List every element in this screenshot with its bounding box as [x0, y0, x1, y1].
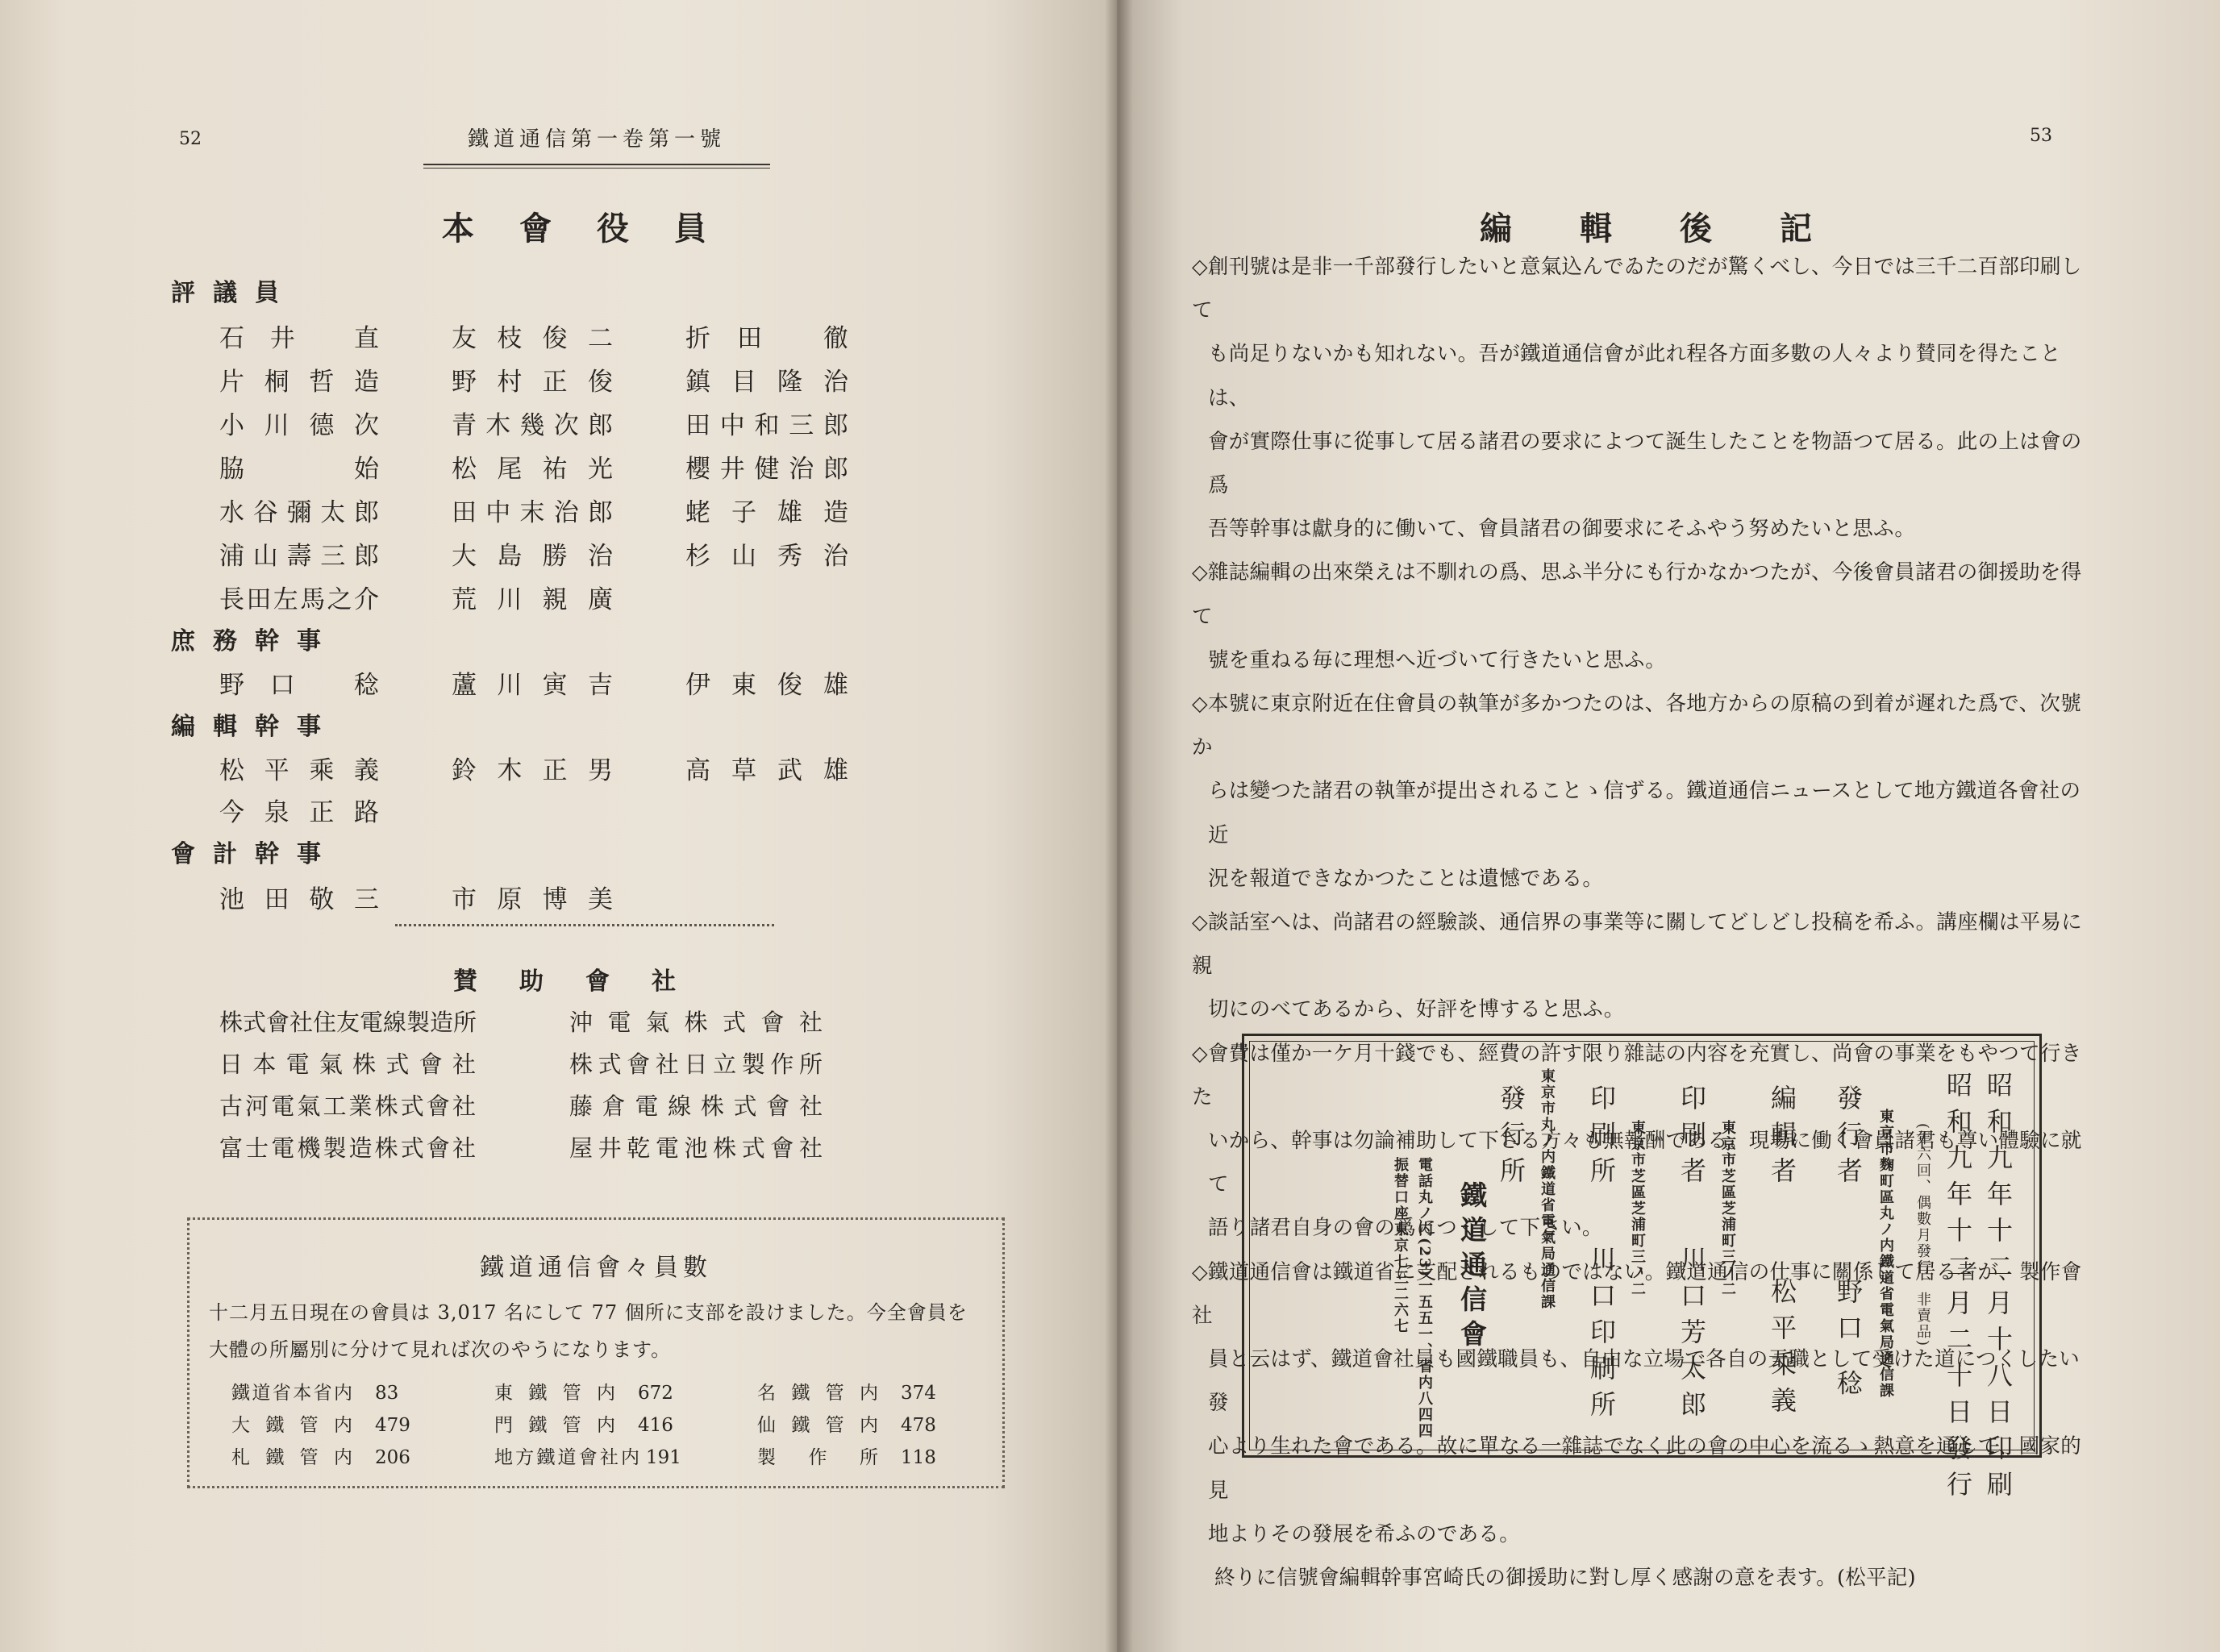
sponsor-company: 古河電氣工業株式會社	[219, 1092, 476, 1120]
officer-name: 片桐哲造	[219, 368, 379, 397]
membership-count: 83	[375, 1383, 399, 1404]
officer-name: 野村正俊	[452, 368, 613, 397]
officer-name: 小川德次	[219, 411, 379, 440]
page-number-left: 52	[179, 129, 202, 149]
sponsor-company: 藤倉電線株式會社	[569, 1092, 823, 1120]
officer-name: 野口 稔	[219, 671, 379, 700]
afterword-line: 會が實際仕事に從事して居る諸君の要求によつて誕生したことを物語つて居る。此の上は會の爲	[1208, 429, 2082, 498]
membership-text: 十二月五日現在の會員は 3,017 名にして 77 個所に支部を設けました。今全會員を大體の所屬別に分けて見れば次のやうになります。	[209, 1301, 968, 1361]
membership-label: 名鐵管内	[757, 1383, 878, 1404]
sponsor-company: 屋井乾電池株式會社	[569, 1134, 823, 1162]
officer-name: 折田 徹	[685, 324, 848, 353]
membership-count: 118	[901, 1447, 936, 1468]
editorial-afterword-title: 編輯後記	[1480, 210, 1880, 248]
membership-cell	[231, 1410, 410, 1437]
officer-name: 荒川親廣	[452, 585, 613, 614]
publisher-name: 野口 稔	[1833, 1278, 1864, 1406]
section-heading-editorial: 編輯幹事	[171, 713, 339, 741]
afterword-line: 地よりその發展を希ふのである。	[1208, 1521, 1521, 1546]
membership-label: 製作所	[757, 1447, 878, 1468]
editor-label: 編輯者	[1767, 1084, 1797, 1193]
printshop-name: 川口印刷所	[1586, 1246, 1617, 1427]
issue-date: 昭和九年十二月二十日發行	[1943, 1072, 1973, 1507]
section-heading-accounting: 會計幹事	[171, 840, 339, 868]
publication-note: (年六回、偶數月發行、非賣品)	[1914, 1123, 1931, 1348]
membership-label: 鐵道省本省内	[231, 1383, 352, 1404]
officer-name: 蘆川寅吉	[452, 671, 613, 700]
membership-cell	[757, 1442, 936, 1469]
membership-label: 札鐵管内	[231, 1447, 352, 1468]
officer-name: 脇 始	[219, 455, 379, 484]
office-address: 東京市丸ノ内鐵道省電氣局通信課	[1539, 1068, 1556, 1310]
section-heading-general-affairs: 庶務幹事	[171, 627, 339, 655]
afterword-line: いから、幹事は勿論補助して下さる方々も無報酬である。現場に働く會員諸君も尊い體驗に就て	[1208, 1129, 2082, 1197]
membership-cell	[494, 1410, 673, 1437]
officer-name: 櫻井健治郎	[685, 455, 848, 484]
afterword-line: ◇鐵道通信會は鐵道省に支配されるものではない。鐵道通信の仕事に關係して居る者が、製作會社	[1192, 1259, 2082, 1328]
officer-name: 松尾祐光	[452, 455, 613, 484]
printer-address: 東京市芝區芝浦町三ノ二	[1719, 1120, 1736, 1297]
afterword-line: ◇會費は僅か一ケ月十錢でも、經費の許す限り雜誌の内容を充實し、尚會の事業をもやつて行きた	[1192, 1041, 2082, 1109]
afterword-line: 員と云はず、鐵道會社員も國鐵職員も、自由な立場で各自の天職として受けた道につくしたい發	[1208, 1347, 2080, 1416]
membership-count: 672	[638, 1383, 673, 1404]
afterword-line: ◇創刊號は是非一千部發行したいと意氣込んでゐたのだが驚くべし、今日では三千二百部印刷して	[1192, 255, 2082, 323]
afterword-line: も尚足りないかも知れない。吾が鐵道通信會が此れ程各方面多數の人々より賛同を得たことは、	[1208, 342, 2061, 410]
office-name: 鐵道通信會	[1456, 1181, 1488, 1354]
officer-name: 高草武雄	[685, 756, 848, 785]
officer-name: 友枝俊二	[452, 324, 613, 353]
sponsor-company: 富士電機製造株式會社	[219, 1134, 476, 1162]
officer-name: 松平乘義	[219, 756, 379, 785]
officer-name: 今泉正路	[219, 798, 379, 827]
afterword-line: 終りに信號會編輯幹事宮崎氏の御援助に對し厚く感謝の意を表す。(松平記)	[1214, 1566, 1916, 1591]
officer-name: 青木幾次郎	[452, 411, 613, 440]
afterword-line: ◇雜誌編輯の出來榮えは不馴れの爲、思ふ半分にも行かなかつたが、今後會員諸君の御援助を得て	[1192, 560, 2082, 629]
office-label: 發行所	[1496, 1084, 1527, 1193]
membership-cell	[494, 1442, 681, 1469]
membership-label: 地方鐵道會社内	[494, 1447, 639, 1468]
afterword-line: らは變つた諸君の執筆が提出されることゝ信ずる。鐵道通信ニュースとして地方鐵道各會社の近	[1208, 779, 2081, 847]
membership-cell	[494, 1378, 673, 1404]
membership-count: 191	[646, 1447, 681, 1468]
membership-cell	[231, 1378, 398, 1404]
membership-count: 206	[375, 1447, 410, 1468]
membership-box	[187, 1217, 1005, 1488]
page-number-right: 53	[2030, 126, 2052, 146]
publisher-label: 發行者	[1833, 1084, 1864, 1193]
printer-label: 印刷者	[1676, 1084, 1707, 1193]
officer-name: 石井 直	[219, 324, 379, 353]
afterword-line: 切にのべてあるから、好評を博すると思ふ。	[1208, 997, 1625, 1022]
afterword-line: 心より生れた會である。故に單なる一雜誌でなく此の會の中心を流るゝ熱意を通して、國家的見	[1208, 1434, 2082, 1503]
officer-name: 鈴木正男	[452, 756, 613, 785]
printshop-address: 東京市芝區芝浦町三ノ二	[1629, 1120, 1646, 1297]
separator-dotted	[395, 924, 774, 926]
afterword-line: 況を報道できなかつたことは遺憾である。	[1208, 866, 1604, 891]
afterword-line: 語り諸君自身の會の爲につくして下さい。	[1208, 1216, 1603, 1241]
membership-label: 門鐵管内	[494, 1415, 615, 1436]
sponsor-company: 株式會社住友電線製造所	[219, 1009, 477, 1036]
officer-name: 水谷彌太郎	[219, 498, 379, 527]
officer-name: 伊東俊雄	[685, 671, 848, 700]
printshop-label: 印刷所	[1586, 1084, 1617, 1193]
membership-cell	[757, 1378, 936, 1404]
sponsors-title: 賛助會社	[453, 967, 718, 996]
afterword-line: 號を重ねる毎に理想へ近づいて行きたいと思ふ。	[1208, 647, 1667, 672]
sponsor-company: 株式會社日立製作所	[569, 1051, 823, 1078]
membership-count: 374	[901, 1383, 936, 1404]
book-gutter	[1105, 0, 1133, 1652]
officer-name: 大島勝治	[452, 542, 613, 571]
officer-name: 池田敬三	[219, 885, 379, 914]
printer-name: 川口芳太郎	[1676, 1246, 1707, 1427]
membership-cell	[231, 1442, 410, 1469]
print-date: 昭和九年十二月十八日印刷	[1983, 1072, 2014, 1507]
membership-cell	[757, 1410, 936, 1437]
editor-name: 松平乘義	[1767, 1278, 1797, 1423]
officer-name: 杉山秀治	[685, 542, 848, 571]
officer-name: 蛯子雄造	[685, 498, 848, 527]
running-head: 鐵道通信第一卷第一號	[423, 123, 770, 165]
membership-count: 479	[375, 1415, 410, 1436]
officer-name: 浦山壽三郎	[219, 542, 379, 571]
publisher-address: 東京市麴町區丸ノ内鐵道省電氣局通信課	[1877, 1109, 1894, 1399]
membership-label: 仙鐵管内	[757, 1415, 878, 1436]
officer-name: 田中和三郎	[685, 411, 848, 440]
office-transfer-account: 振替口座東京七三二六七	[1392, 1157, 1409, 1334]
office-phone: 電話丸ノ内(23)一五五一、省内八四四	[1416, 1157, 1433, 1440]
sponsor-company: 日本電氣株式會社	[219, 1051, 476, 1078]
afterword-line: ◇本號に東京附近在住會員の執筆が多かつたのは、各地方からの原稿の到着が遲れた爲で、次號か	[1192, 692, 2082, 760]
membership-count: 478	[901, 1415, 936, 1436]
afterword-line: ◇談話室へは、尚諸君の經驗談、通信界の事業等に關してどしどし投稿を希ふ。講座欄は平易に親	[1192, 910, 2083, 979]
officer-name: 市原博美	[452, 885, 613, 914]
officer-name: 長田左馬之介	[219, 585, 379, 614]
officers-title: 本會役員	[442, 210, 752, 248]
section-heading-councillors: 評議員	[171, 279, 297, 307]
officer-name: 鎮目隆治	[685, 368, 848, 397]
membership-label: 東鐵管内	[494, 1383, 615, 1404]
membership-count: 416	[638, 1415, 673, 1436]
officer-name: 田中末治郎	[452, 498, 613, 527]
sponsor-company: 沖電氣株式會社	[569, 1009, 823, 1036]
membership-label: 大鐵管内	[231, 1415, 352, 1436]
membership-title: 鐵道通信會々員數	[480, 1254, 712, 1282]
afterword-line: 吾等幹事は獻身的に働いて、會員諸君の御要求にそふやう努めたいと思ふ。	[1208, 517, 1916, 542]
